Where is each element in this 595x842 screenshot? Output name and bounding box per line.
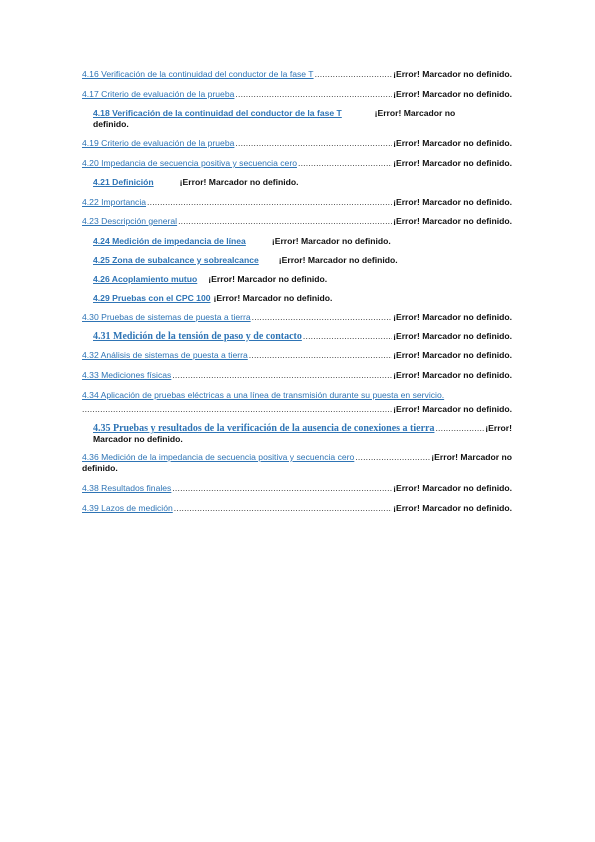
toc-error-text: ¡Error! Marcador no definido. bbox=[393, 197, 512, 207]
toc-error-text-cont: definido. bbox=[82, 463, 118, 473]
toc-entry[interactable] bbox=[82, 390, 512, 415]
toc-entry[interactable] bbox=[82, 274, 512, 285]
toc-error-text: ¡Error! Marcador no definido. bbox=[208, 274, 328, 284]
toc-link[interactable]: 4.17 Criterio de evaluación de la prueba bbox=[82, 89, 235, 99]
toc-link[interactable]: 4.34 Aplicación de pruebas eléctricas a una línea de transmisión durante su puesta en servicio. bbox=[82, 390, 445, 400]
toc-error-text: ¡Error! Marcador no definido. bbox=[393, 331, 512, 341]
toc-entry[interactable] bbox=[82, 312, 512, 323]
toc-entry[interactable] bbox=[82, 177, 512, 188]
toc-link[interactable]: 4.35 Pruebas y resultados de la verificación de la ausencia de conexiones a tierra bbox=[93, 423, 435, 434]
toc-error-text: ¡Error! Marcador no definido. bbox=[393, 370, 512, 380]
toc-entry[interactable] bbox=[82, 503, 512, 514]
toc-link[interactable]: 4.20 Impedancia de secuencia positiva y secuencia cero bbox=[82, 158, 297, 168]
toc-entry[interactable] bbox=[82, 69, 512, 80]
toc-entry[interactable] bbox=[82, 158, 512, 169]
toc-error-text: ¡Error! Marcador no definido. bbox=[393, 483, 512, 493]
toc-link[interactable]: 4.25 Zona de subalcance y sobrealcance bbox=[93, 255, 259, 265]
table-of-contents bbox=[82, 69, 512, 514]
toc-error-text: ¡Error! Marcador no definido. bbox=[393, 350, 512, 360]
toc-link[interactable]: 4.18 Verificación de la continuidad del conductor de la fase T bbox=[93, 108, 342, 118]
toc-error-text: ¡Error! Marcador no definido. bbox=[393, 503, 512, 513]
toc-link[interactable]: 4.39 Lazos de medición bbox=[82, 503, 173, 513]
toc-error-text: ¡Error! Marcador no definido. bbox=[271, 236, 391, 246]
toc-link[interactable]: 4.33 Mediciones físicas bbox=[82, 370, 172, 380]
toc-error-text: ¡Error! Marcador no definido. bbox=[179, 177, 299, 187]
toc-link[interactable]: 4.16 Verificación de la continuidad del conductor de la fase T bbox=[82, 69, 314, 79]
toc-link[interactable]: 4.38 Resultados finales bbox=[82, 483, 172, 493]
toc-link[interactable]: 4.26 Acoplamiento mutuo bbox=[93, 274, 198, 284]
toc-error-text-cont: Marcador no definido. bbox=[93, 434, 183, 444]
toc-link[interactable]: 4.29 Pruebas con el CPC 100 bbox=[93, 293, 211, 303]
toc-error-text: ¡Error! bbox=[485, 423, 512, 433]
toc-link[interactable]: 4.21 Definición bbox=[93, 177, 154, 187]
toc-entry[interactable] bbox=[82, 350, 512, 361]
toc-link[interactable]: 4.19 Criterio de evaluación de la prueba bbox=[82, 138, 235, 148]
toc-entry[interactable] bbox=[82, 255, 512, 266]
toc-error-text: ¡Error! Marcador no bbox=[374, 108, 456, 118]
toc-link[interactable]: 4.30 Pruebas de sistemas de puesta a tierra bbox=[82, 312, 251, 322]
toc-error-text-cont: definido. bbox=[93, 119, 129, 129]
toc-error-text: ¡Error! Marcador no definido. bbox=[393, 69, 512, 79]
toc-entry[interactable] bbox=[82, 452, 512, 474]
toc-error-text: ¡Error! Marcador no definido. bbox=[393, 216, 512, 226]
toc-entry[interactable] bbox=[82, 197, 512, 208]
toc-link[interactable]: 4.32 Análisis de sistemas de puesta a tierra bbox=[82, 350, 248, 360]
toc-entry[interactable] bbox=[82, 370, 512, 381]
toc-entry[interactable] bbox=[82, 236, 512, 247]
toc-entry[interactable] bbox=[82, 138, 512, 149]
toc-entry[interactable] bbox=[82, 216, 512, 227]
toc-error-text: ¡Error! Marcador no definido. bbox=[393, 404, 512, 414]
toc-error-text: ¡Error! Marcador no definido. bbox=[393, 89, 512, 99]
toc-link[interactable]: 4.22 Importancia bbox=[82, 197, 147, 207]
toc-entry[interactable] bbox=[82, 483, 512, 494]
toc-link[interactable]: 4.36 Medición de la impedancia de secuencia positiva y secuencia cero bbox=[82, 452, 355, 462]
toc-error-text: ¡Error! Marcador no bbox=[431, 452, 512, 462]
toc-entry[interactable] bbox=[82, 331, 512, 342]
toc-error-text: ¡Error! Marcador no definido. bbox=[393, 312, 512, 322]
toc-error-text: ¡Error! Marcador no definido. bbox=[393, 158, 512, 168]
toc-link[interactable]: 4.23 Descripción general bbox=[82, 216, 178, 226]
toc-error-text: ¡Error! Marcador no definido. bbox=[393, 138, 512, 148]
toc-error-text: ¡Error! Marcador no definido. bbox=[213, 293, 333, 303]
toc-entry[interactable] bbox=[82, 108, 512, 130]
toc-error-text: ¡Error! Marcador no definido. bbox=[278, 255, 398, 265]
toc-entry[interactable] bbox=[82, 89, 512, 100]
toc-entry[interactable] bbox=[82, 423, 512, 445]
toc-link[interactable]: 4.24 Medición de impedancia de línea bbox=[93, 236, 246, 246]
toc-link[interactable]: 4.31 Medición de la tensión de paso y de contacto bbox=[93, 331, 302, 342]
toc-entry[interactable] bbox=[82, 293, 512, 304]
